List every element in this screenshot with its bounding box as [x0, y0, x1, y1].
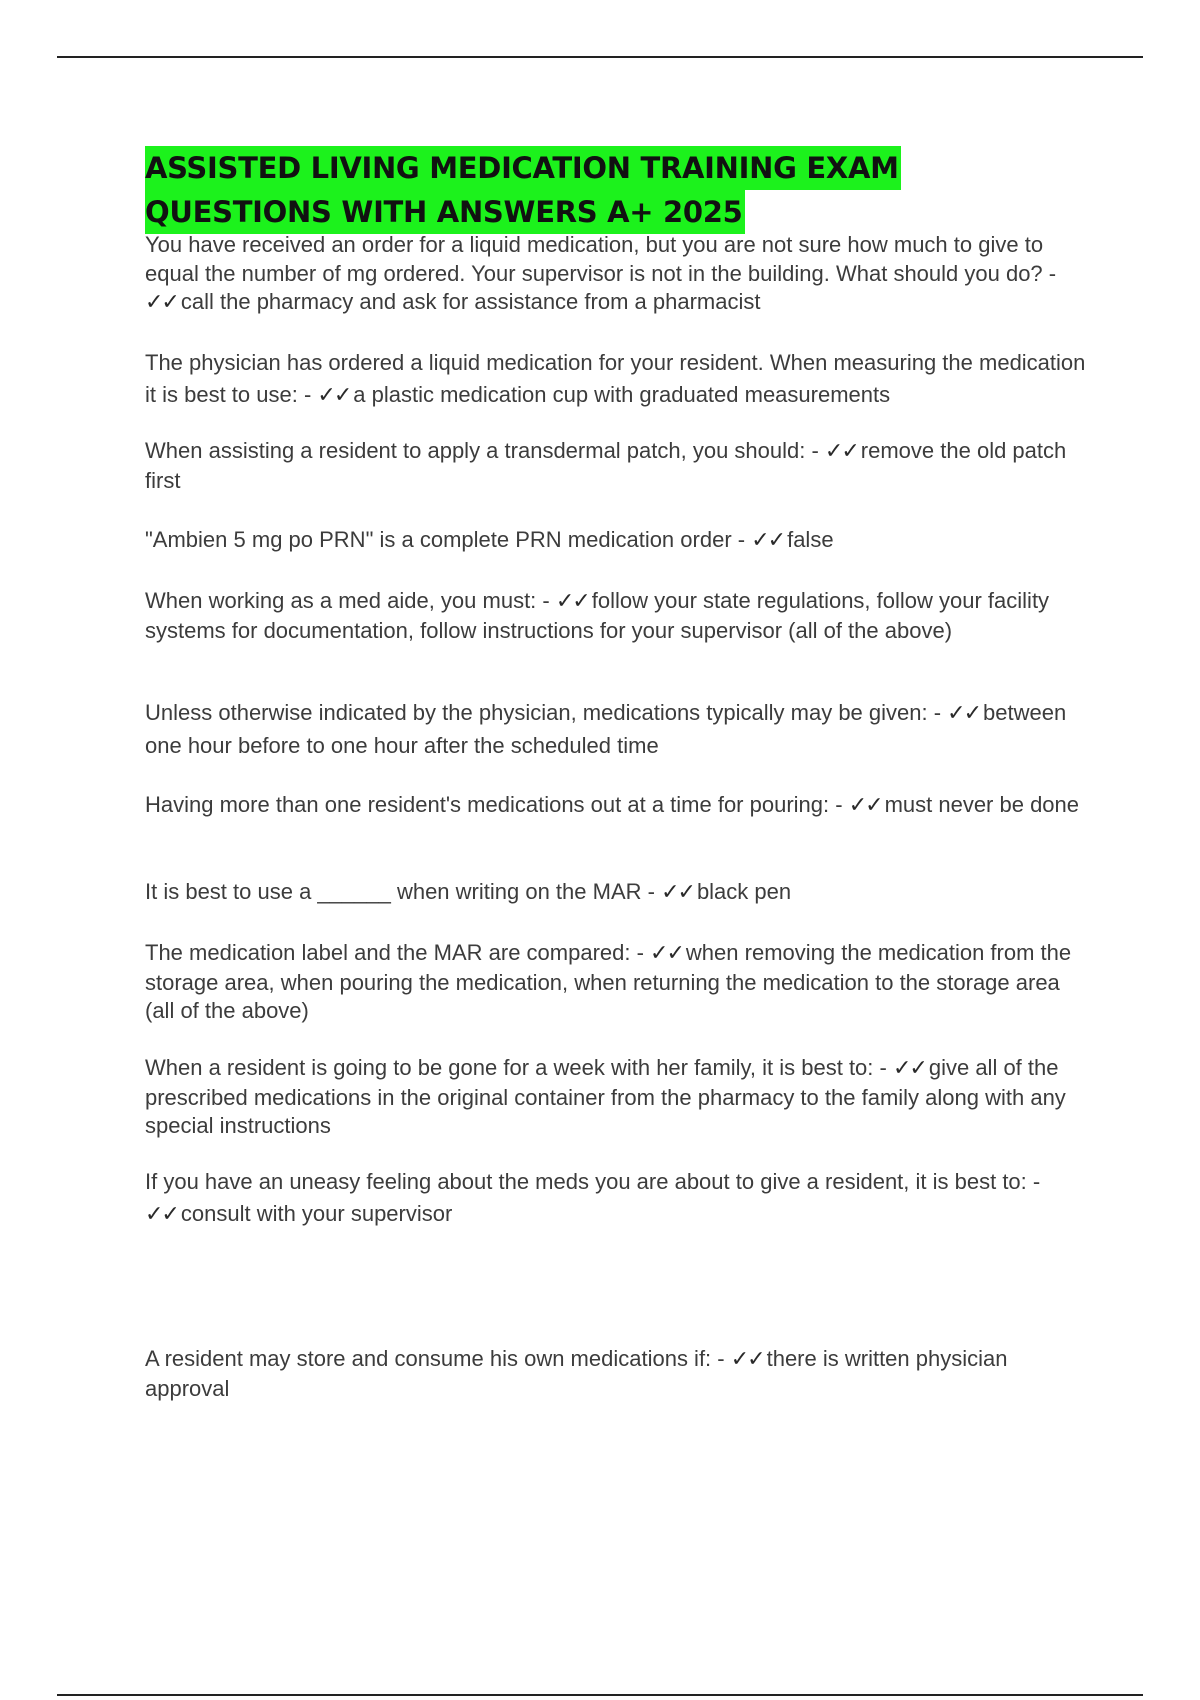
title-line-1: ASSISTED LIVING MEDICATION TRAINING EXAM [145, 146, 901, 190]
double-check-icon: ✓✓ [824, 439, 858, 464]
answer-text: when removing the medication from the storage area, when pouring the medication, when returning the medication to the storage area (all of the above) [145, 940, 1072, 1023]
answer-text: there is written physician approval [145, 1346, 1008, 1401]
qa-item [145, 791, 1095, 821]
qa-item [145, 231, 1095, 318]
question-text: It is best to use a ______ when writing on the MAR - [145, 879, 662, 904]
qa-item [145, 1054, 1095, 1141]
qa-item [145, 437, 1095, 495]
question-text: The physician has ordered a liquid medication for your resident. When measuring the medication it is best to use: - [145, 350, 1086, 407]
double-check-icon: ✓✓ [661, 880, 694, 905]
qa-item [145, 697, 1095, 762]
answer-text: remove the old patch first [145, 438, 1067, 493]
double-check-icon: ✓✓ [145, 1202, 178, 1227]
document-title [145, 146, 1105, 234]
question-text: When working as a med aide, you must: - [145, 588, 556, 613]
question-text: A resident may store and consume his own medications if: - [145, 1346, 731, 1371]
double-check-icon: ✓✓ [555, 589, 589, 614]
question-text: If you have an uneasy feeling about the meds you are about to give a resident, it is best to: - [145, 1169, 1041, 1194]
answer-text: consult with your supervisor [180, 1201, 453, 1226]
question-text: The medication label and the MAR are compared: - [145, 940, 651, 965]
qa-item [145, 939, 1095, 1026]
answer-text: false [787, 527, 834, 552]
qa-item [145, 1166, 1095, 1231]
answer-text: follow your state regulations, follow your facility systems for documentation, follow instructions for your supervisor (all of the above) [145, 588, 1050, 643]
answer-text: give all of the prescribed medications in the original container from the pharmacy to the family along with any special instructions [145, 1055, 1066, 1138]
top-rule [57, 56, 1143, 58]
qa-item [145, 526, 1095, 556]
double-check-icon: ✓✓ [947, 701, 981, 726]
double-check-icon: ✓✓ [892, 1056, 926, 1081]
qa-item [145, 347, 1095, 412]
bottom-rule [57, 1694, 1143, 1696]
question-text: When assisting a resident to apply a transdermal patch, you should: - [145, 438, 825, 463]
question-text: Having more than one resident's medications out at a time for pouring: - [145, 792, 849, 817]
double-check-icon: ✓✓ [317, 383, 351, 408]
question-text: You have received an order for a liquid medication, but you are not sure how much to give to equal the number of mg ordered. Your supervisor is not in the building. What should you do? - [145, 232, 1057, 286]
qa-item [145, 1345, 1095, 1403]
double-check-icon: ✓✓ [848, 793, 882, 818]
double-check-icon: ✓✓ [650, 941, 683, 966]
double-check-icon: ✓✓ [751, 528, 785, 553]
question-text: "Ambien 5 mg po PRN" is a complete PRN medication order - [145, 527, 752, 552]
question-text: When a resident is going to be gone for a week with her family, it is best to: - [145, 1055, 893, 1080]
answer-text: between one hour before to one hour after the scheduled time [145, 700, 1067, 758]
answer-text: call the pharmacy and ask for assistance from a pharmacist [180, 289, 761, 314]
qa-item [145, 878, 1095, 908]
double-check-icon: ✓✓ [730, 1347, 764, 1372]
double-check-icon: ✓✓ [145, 290, 178, 315]
answer-text: black pen [696, 879, 792, 904]
answer-text: a plastic medication cup with graduated measurements [353, 382, 891, 407]
question-text: Unless otherwise indicated by the physician, medications typically may be given: - [145, 700, 948, 725]
qa-item [145, 587, 1095, 645]
answer-text: must never be done [884, 792, 1080, 817]
title-line-2: QUESTIONS WITH ANSWERS A+ 2025 [145, 190, 745, 234]
